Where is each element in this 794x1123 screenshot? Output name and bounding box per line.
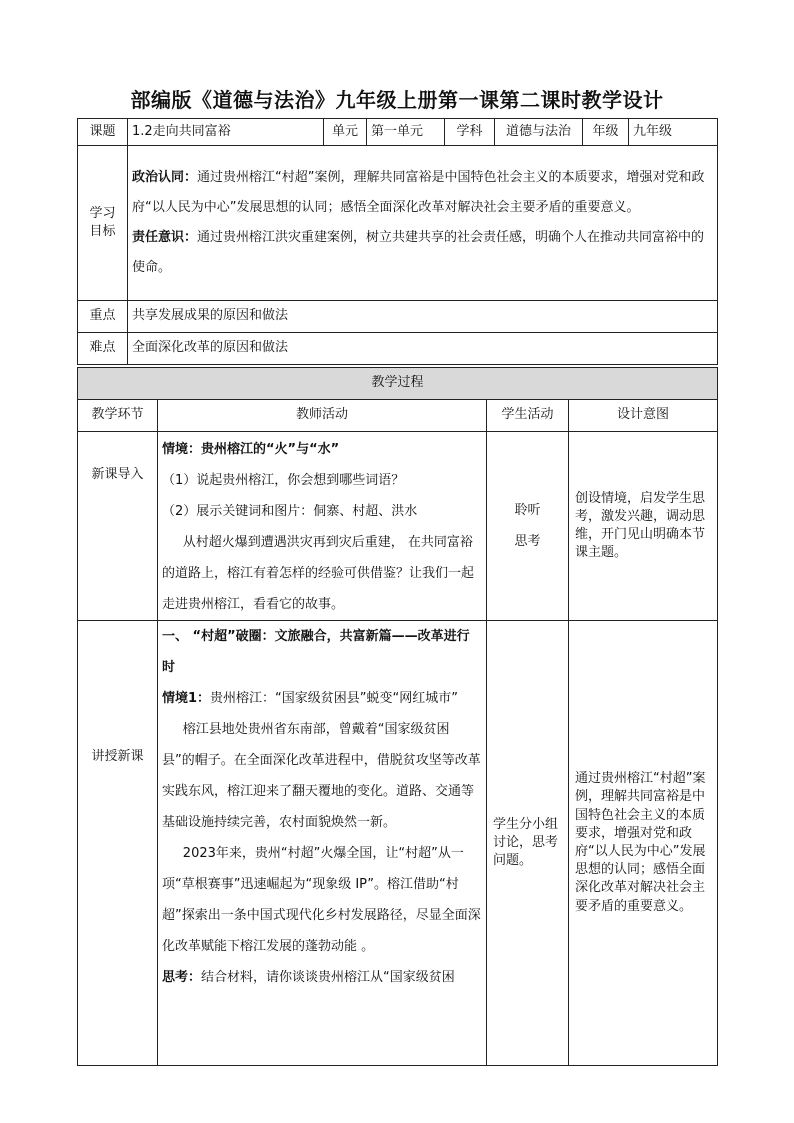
info-table bbox=[77, 118, 718, 365]
intro-student-activity bbox=[487, 432, 569, 621]
unit-label: 单元 bbox=[324, 119, 367, 146]
intro-question-1: （1）说起贵州榕江，你会想到哪些词语？ bbox=[162, 473, 405, 488]
subject-label: 学科 bbox=[445, 119, 495, 146]
lecture-paragraph-2: 2023年来，贵州“村超”火爆全国，让“村超”从一项“草根赛事”迅速崛起为“现象级 IP”。榕江借助“村超”探索出一条中国式现代化乡村发展路径，尽显全面深化改革赋能下榕江发展的蓬勃动能 。 bbox=[162, 846, 481, 954]
lecture-situation bbox=[162, 683, 482, 714]
grade-label: 年级 bbox=[583, 119, 629, 146]
objective-responsibility bbox=[132, 223, 713, 283]
intro-student-think: 思考 bbox=[514, 534, 541, 549]
lecture-teacher-activity bbox=[158, 621, 487, 1066]
lecture-think-body: 结合材料，请你谈谈贵州榕江从“国家级贫困 bbox=[201, 970, 455, 985]
objective-political bbox=[132, 163, 713, 223]
grade-value: 九年级 bbox=[629, 119, 718, 146]
difficulty-text: 全面深化改革的原因和做法 bbox=[128, 333, 718, 365]
intro-paragraph: 从村超火爆到遭遇洪灾再到灾后重建， 在共同富裕的道路上，榕江有着怎样的经验可供借鉴？让我们一起走进贵州榕江，看看它的故事。 bbox=[162, 535, 475, 612]
objectives-label: 学习目标 bbox=[78, 146, 128, 301]
topic-value: 1.2走向共同富裕 bbox=[128, 119, 324, 146]
lecture-student-activity: 学生分小组讨论，思考问题。 bbox=[487, 621, 569, 1066]
subject-value: 道德与法治 bbox=[495, 119, 583, 146]
intro-situation: 情境：贵州榕江的“火”与“水” bbox=[162, 442, 340, 457]
header-teacher: 教师活动 bbox=[158, 400, 487, 432]
objective-political-head: 政治认同： bbox=[132, 170, 198, 185]
intro-teacher-activity bbox=[158, 432, 487, 621]
intro-row bbox=[78, 432, 718, 621]
difficulty-row bbox=[78, 333, 718, 365]
header-stage: 教学环节 bbox=[78, 400, 158, 432]
lecture-section-title: 一、 “村超”破圈：文旅融合，共富新篇——改革进行时 bbox=[162, 629, 470, 675]
intro-stage: 新课导入 bbox=[78, 432, 158, 621]
intro-question-2: （2）展示关键词和图片：侗寨、村超、洪水 bbox=[162, 504, 418, 519]
key-point-row bbox=[78, 301, 718, 333]
topic-label: 课题 bbox=[78, 119, 128, 146]
unit-value: 第一单元 bbox=[367, 119, 445, 146]
lecture-situation-body: 贵州榕江：“国家级贫困县”蜕变“网红城市” bbox=[210, 691, 458, 706]
lecture-paragraph-1: 榕江县地处贵州省东南部，曾戴着“国家级贫困县”的帽子。在全面深化改革进程中，借脱贫攻坚等改革实践东风，榕江迎来了翻天覆地的变化。道路、交通等基础设施持续完善，农村面貌焕然一新。 bbox=[162, 722, 481, 830]
objective-political-body: 通过贵州榕江“村超”案例，理解共同富裕是中国特色社会主义的本质要求，增强对党和政府“以人民为中心”发展思想的认同；感悟全面深化改革对解决社会主要矛盾的重要意义。 bbox=[132, 170, 705, 215]
key-point-label: 重点 bbox=[78, 301, 128, 333]
lecture-think-head: 思考： bbox=[162, 970, 202, 985]
lecture-situation-head: 情境1： bbox=[162, 691, 211, 706]
intro-design-intent: 创设情境，启发学生思考，激发兴趣，调动思维，开门见山明确本节课主题。 bbox=[569, 432, 718, 621]
info-row bbox=[78, 119, 718, 146]
objectives-row bbox=[78, 146, 718, 301]
intro-student-listen: 聆听 bbox=[514, 503, 541, 518]
lecture-stage: 讲授新课 bbox=[78, 621, 158, 1066]
objective-responsibility-head: 责任意识： bbox=[132, 230, 198, 245]
lecture-think bbox=[162, 962, 482, 993]
difficulty-label: 难点 bbox=[78, 333, 128, 365]
header-student: 学生活动 bbox=[487, 400, 569, 432]
process-heading-row bbox=[78, 368, 718, 400]
process-heading: 教学过程 bbox=[78, 368, 718, 400]
objective-responsibility-body: 通过贵州榕江洪灾重建案例，树立共建共享的社会责任感，明确个人在推动共同富裕中的使命。 bbox=[132, 230, 705, 275]
process-table bbox=[77, 367, 718, 1066]
objectives-content bbox=[128, 146, 718, 301]
key-point-text: 共享发展成果的原因和做法 bbox=[128, 301, 718, 333]
header-intent: 设计意图 bbox=[569, 400, 718, 432]
document-title: 部编版《道德与法治》九年级上册第一课第二课时教学设计 bbox=[130, 88, 664, 112]
lecture-row bbox=[78, 621, 718, 1066]
lecture-design-intent: 通过贵州榕江“村超”案例，理解共同富裕是中国特色社会主义的本质要求，增强对党和政府“以人民为中心”发展思想的认同；感悟全面深化改革对解决社会主要矛盾的重要意义。 bbox=[569, 621, 718, 1066]
process-header-row bbox=[78, 400, 718, 432]
